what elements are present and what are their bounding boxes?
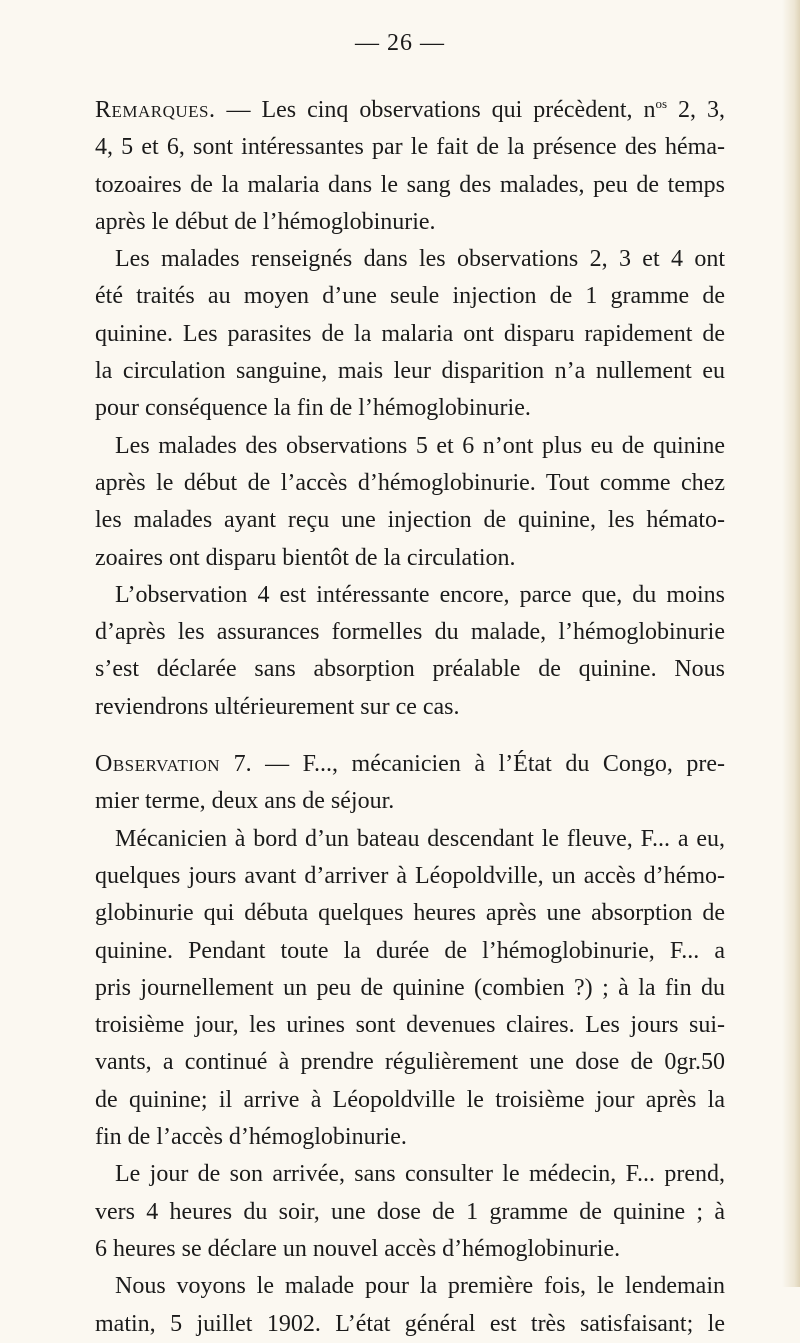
text-line: fin de l’accès d’hémoglobinurie. [95, 1124, 407, 1151]
text-line: globinurie qui débuta quelques heures après une absorption de [95, 900, 725, 927]
section-heading-observation: Observation [95, 751, 221, 778]
text-line: 6 heures se déclare un nouvel accès d’hémoglobinurie. [95, 1235, 621, 1262]
text-line: vants, a continué à prendre régulièrement une dose de 0gr.50 [95, 1049, 725, 1076]
text-line: pris journellement un peu de quinine (combien ?) ; à la fin du [95, 974, 725, 1001]
text-line: quinine. Pendant toute la durée de l’hémoglobinurie, F... a [95, 937, 725, 964]
text-line: vers 4 heures du soir, une dose de 1 gramme de quinine ; à [95, 1198, 725, 1225]
text-line: reviendrons ultérieurement sur ce cas. [95, 693, 460, 720]
page-edge-shading [782, 0, 800, 1287]
section-heading-remarques: Remarques. [95, 97, 216, 123]
text-line: L’observation 4 est intéressante encore, parce que, du moins [115, 581, 725, 608]
text-line: troisième jour, les urines sont devenues claires. Les jours sui- [95, 1012, 725, 1039]
text-line: Observation 7. — F..., mécanicien à l’État du Congo, pre- [95, 751, 725, 778]
text-line: les malades ayant reçu une injection de quinine, les hémato- [95, 507, 725, 534]
page-number: — 26 — [355, 30, 445, 56]
section-gap [95, 726, 725, 746]
text-line: pour conséquence la fin de l’hémoglobinurie. [95, 395, 531, 422]
text-line: mier terme, deux ans de séjour. [95, 788, 395, 815]
text-line: été traités au moyen d’une seule injection de 1 gramme de [95, 283, 725, 310]
text-line: Nous voyons le malade pour la première fois, le lendemain [115, 1273, 725, 1300]
text-line: Remarques. — Les cinq observations qui précèdent, $n^{os}$ 2, 3, [95, 96, 725, 123]
text-line: tozoaires de la malaria dans le sang des malades, peu de temps [95, 171, 725, 198]
text-line: s’est déclarée sans absorption préalable de quinine. Nous [95, 656, 725, 683]
text-line: quinine. Les parasites de la malaria ont disparu rapidement de [95, 320, 725, 347]
text-line: quelques jours avant d’arriver à Léopoldville, un accès d’hémo- [95, 862, 725, 889]
text-line: 4, 5 et 6, sont intéressantes par le fait de la présence des héma- [95, 134, 725, 161]
text-line: matin, 5 juillet 1902. L’état général est très satisfaisant; le [95, 1310, 725, 1337]
text-line: Le jour de son arrivée, sans consulter le médecin, F... prend, [115, 1161, 725, 1188]
text-line: Les malades des observations 5 et 6 n’ont plus eu de quinine [115, 432, 725, 459]
text-line: zoaires ont disparu bientôt de la circulation. [95, 544, 516, 571]
body-text [95, 92, 725, 1343]
text-line: de quinine; il arrive à Léopoldville le troisième jour après la [95, 1086, 725, 1113]
text-line: d’après les assurances formelles du malade, l’hémoglobinurie [95, 619, 725, 646]
text-line: après le début de l’hémoglobinurie. [95, 208, 436, 235]
text-line: après le début de l’accès d’hémoglobinurie. Tout comme chez [95, 469, 725, 496]
text-line: Les malades renseignés dans les observations 2, 3 et 4 ont [115, 246, 725, 273]
text-line: la circulation sanguine, mais leur disparition n’a nullement eu [95, 358, 725, 385]
text-line: Mécanicien à bord d’un bateau descendant le fleuve, F... a eu, [115, 825, 725, 852]
